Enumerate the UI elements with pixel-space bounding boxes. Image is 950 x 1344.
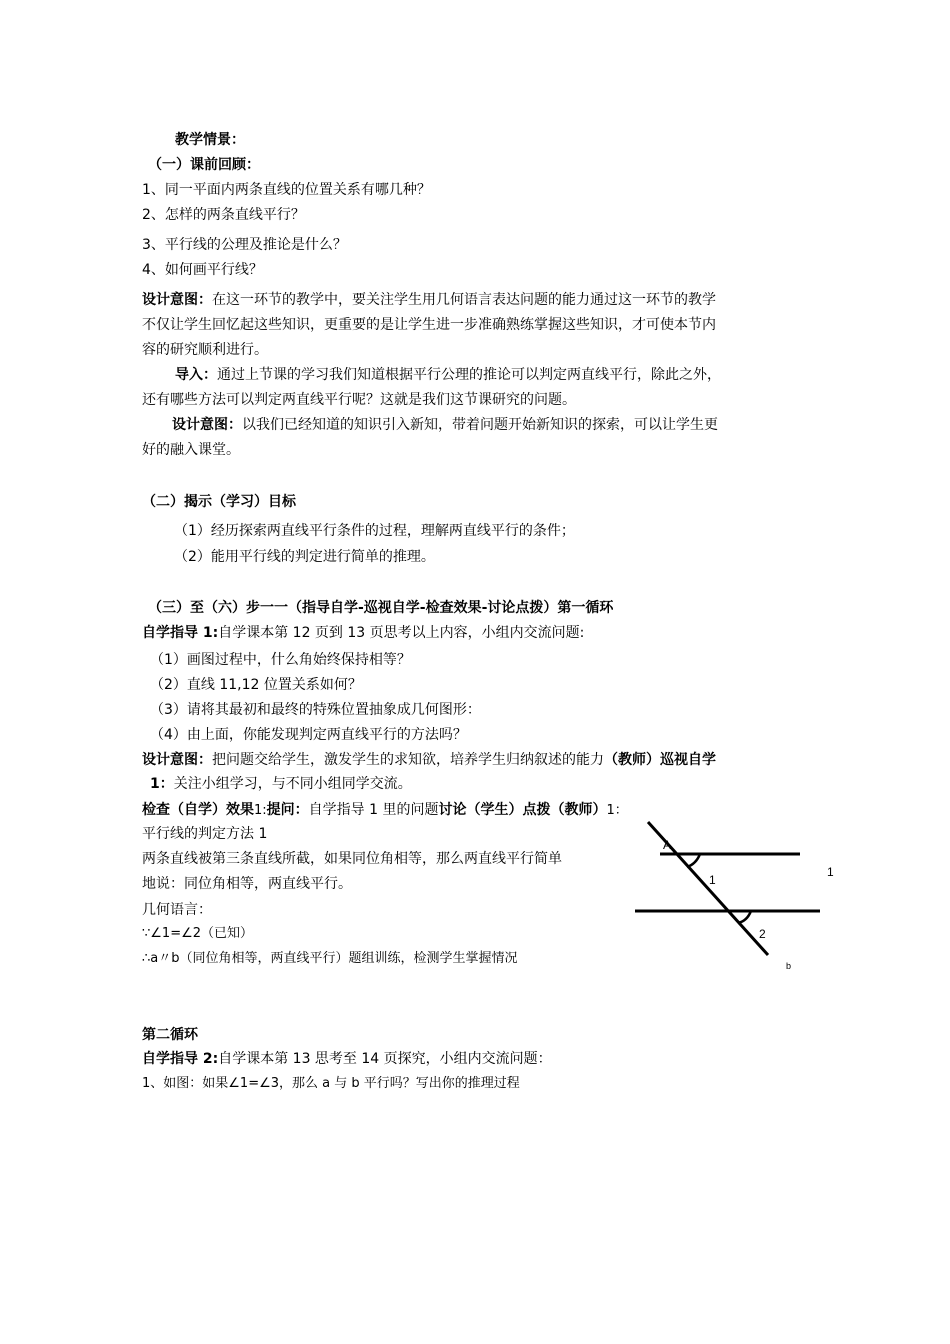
- cycle-2-heading: 第二循环: [142, 1027, 198, 1043]
- discuss-label: 讨论（学生）点拨（教师）: [438, 802, 607, 818]
- figure-label-1: 1: [709, 873, 716, 887]
- parallel-lines-figure: [620, 812, 860, 972]
- lead-in-label: 导入：: [175, 367, 217, 383]
- figure-label-bottom: b: [786, 961, 792, 971]
- guide-question-4: （4）由上面，你能发现判定两直线平行的方法吗？: [150, 727, 467, 743]
- design-intent-label: 设计意图：: [142, 292, 212, 308]
- guide-label: 自学指导 1:: [142, 625, 219, 641]
- page-title: 教学情景：: [175, 132, 245, 148]
- guide-question-3: （3）请将其最初和最终的特殊位置抽象成几何图形：: [150, 702, 481, 718]
- review-question-2: 2、怎样的两条直线平行？: [142, 207, 305, 223]
- design-intent-1-line2: 不仅让学生回忆起这些知识，更重要的是让学生进一步准确熟练掌握这些知识，才可使本节内: [142, 317, 716, 333]
- design-intent-1: [142, 291, 716, 309]
- design-intent-2-line2: 好的融入课堂。: [142, 442, 240, 458]
- geometry-language-label: 几何语言：: [142, 902, 212, 918]
- guide-text: 自学课本第 13 思考至 14 页探究，小组内交流问题：: [218, 1051, 552, 1067]
- guide-text: 自学课本第 12 页到 13 页思考以上内容，小组内交流问题:: [218, 625, 585, 641]
- guide-question-1: （1）画图过程中，什么角始终保持相等？: [150, 652, 411, 668]
- section-review-heading: （一）课前回顾：: [148, 157, 260, 173]
- method-line-1: 两条直线被第三条直线所截，如果同位角相等，那么两直线平行简单: [142, 851, 562, 867]
- figure-label-a: A: [663, 838, 672, 852]
- geometry-statement-2: ∴a〃b（同位角相等，两直线平行）题组训练，检测学生掌握情况: [142, 951, 518, 966]
- design-intent-label: 设计意图：: [172, 417, 242, 433]
- design-intent-2: [172, 416, 718, 434]
- guide-label: 自学指导 2:: [142, 1051, 219, 1067]
- tour-text: 关注小组学习，与不同小组同学交流。: [173, 776, 412, 792]
- review-question-3: 3、平行线的公理及推论是什么？: [142, 237, 347, 253]
- design-intent-text: 把问题交给学生，激发学生的求知欲，培养学生归纳叙述的能力: [212, 752, 604, 768]
- goal-1: （1）经历探索两直线平行条件的过程，理解两直线平行的条件；: [174, 523, 575, 539]
- method-line-2: 地说：同位角相等，两直线平行。: [142, 876, 352, 892]
- check-number: 1:: [254, 803, 267, 818]
- discuss-number: 1：: [606, 803, 628, 818]
- check-label: 检查（自学）效果: [142, 802, 254, 818]
- review-question-4: 4、如何画平行线？: [142, 262, 263, 278]
- check-effect-line: [142, 801, 628, 820]
- figure-label-side: 1: [827, 865, 834, 879]
- tour-number: 1：: [150, 776, 174, 792]
- guide-question-2: （2）直线 11,12 位置关系如何？: [150, 677, 362, 693]
- design-intent-1-line3: 容的研究顺利进行。: [142, 342, 268, 358]
- cycle-1-heading: （三）至（六）步一一（指导自学-巡视自学-检查效果-讨论点拨）第一循环: [148, 600, 614, 616]
- lead-in-text: 通过上节课的学习我们知道根据平行公理的推论可以判定两直线平行，除此之外，: [217, 367, 721, 383]
- geometry-statement-1: ∵∠1=∠2（已知）: [142, 926, 254, 941]
- goal-2: （2）能用平行线的判定进行简单的推理。: [174, 549, 435, 565]
- ask-label: 提问：: [266, 802, 309, 818]
- method-title: 平行线的判定方法 1: [142, 826, 268, 842]
- self-study-guide-2: [142, 1050, 552, 1068]
- figure-label-2: 2: [759, 927, 766, 941]
- lead-in-line2: 还有哪些方法可以判定两直线平行呢？这就是我们这节课研究的问题。: [142, 392, 576, 408]
- lead-in: [175, 366, 721, 384]
- design-intent-text: 在这一环节的教学中，要关注学生用几何语言表达问题的能力通过这一环节的教学: [212, 292, 716, 308]
- self-study-guide-1: [142, 624, 584, 642]
- design-intent-label: 设计意图：: [142, 752, 212, 768]
- ask-text: 自学指导 1 里的问题: [308, 802, 439, 818]
- angle-2-arc: [738, 911, 751, 923]
- goals-heading: （二）揭示（学习）目标: [142, 494, 296, 510]
- angle-1-arc: [687, 854, 700, 867]
- review-question-1: 1、同一平面内两条直线的位置关系有哪几种？: [142, 182, 431, 198]
- teacher-tour-label: （教师）巡视自学: [604, 752, 716, 768]
- cycle-2-question-1: 1、如图：如果∠1=∠3，那么 a 与 b 平行吗？写出你的推理过程: [142, 1076, 520, 1091]
- design-intent-3: [142, 751, 716, 769]
- tour-note: [150, 775, 412, 793]
- design-intent-text: 以我们已经知道的知识引入新知，带着问题开始新知识的探索，可以让学生更: [242, 417, 718, 433]
